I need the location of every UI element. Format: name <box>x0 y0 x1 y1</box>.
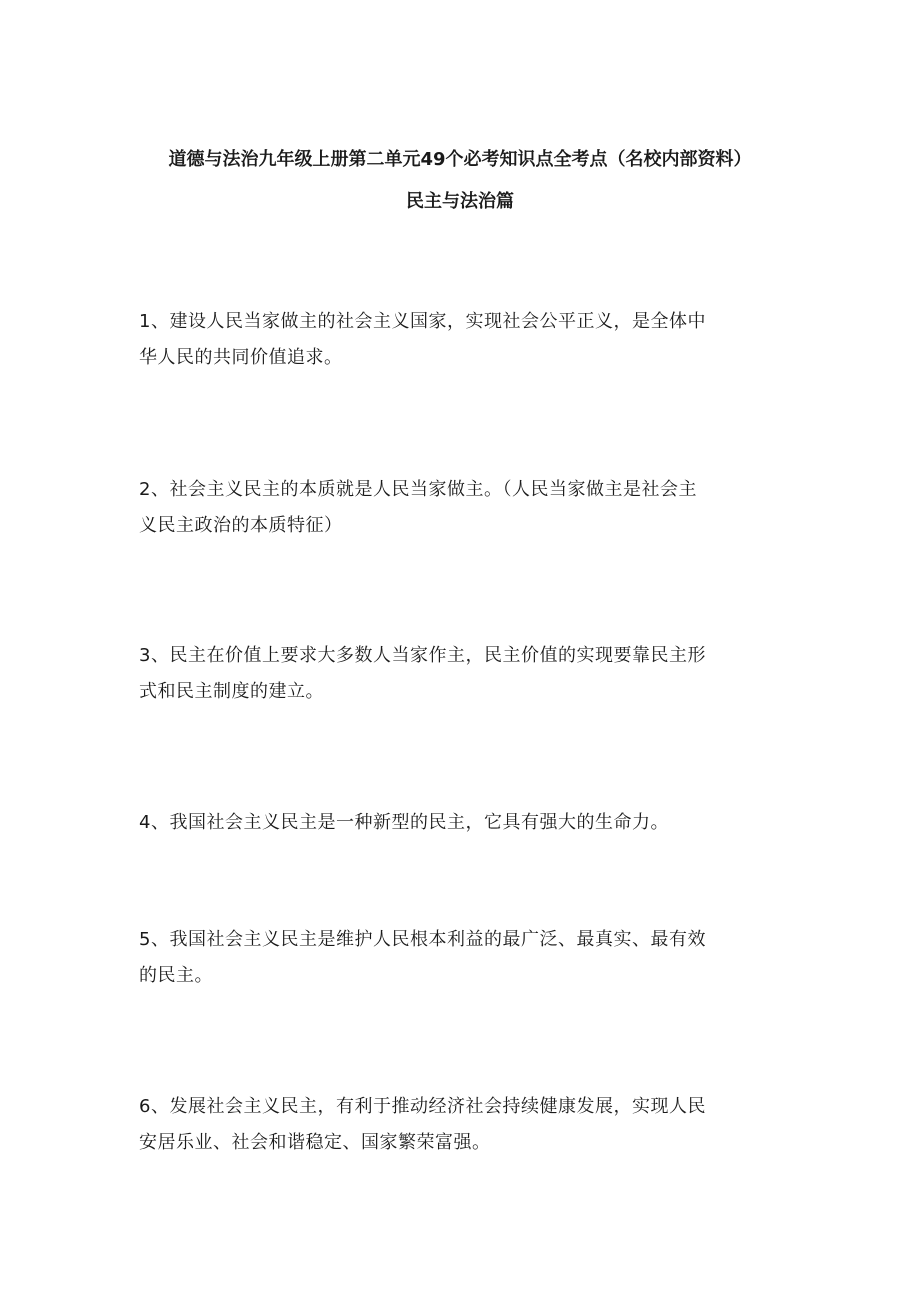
knowledge-point-line: 的民主。 <box>139 965 213 986</box>
knowledge-point-line: 5、我国社会主义民主是维护人民根本利益的最广泛、最真实、最有效 <box>139 929 706 950</box>
knowledge-point-4 <box>139 805 784 841</box>
knowledge-point-line: 华人民的共同价值追求。 <box>139 347 343 368</box>
knowledge-point-6 <box>139 1089 784 1161</box>
document-subtitle: 民主与法治篇 <box>406 191 514 212</box>
knowledge-point-line: 3、民主在价值上要求大多数人当家作主，民主价值的实现要靠民主形 <box>139 645 706 666</box>
knowledge-point-line: 4、我国社会主义民主是一种新型的民主，它具有强大的生命力。 <box>139 812 669 833</box>
knowledge-point-line: 安居乐业、社会和谐稳定、国家繁荣富强。 <box>139 1132 491 1153</box>
knowledge-point-line: 6、发展社会主义民主，有利于推动经济社会持续健康发展，实现人民 <box>139 1096 706 1117</box>
knowledge-point-2 <box>139 472 784 544</box>
knowledge-point-3 <box>139 638 784 710</box>
knowledge-point-line: 义民主政治的本质特征） <box>139 515 343 536</box>
knowledge-point-1 <box>139 304 784 376</box>
knowledge-point-line: 1、建设人民当家做主的社会主义国家，实现社会公平正义，是全体中 <box>139 311 706 332</box>
document-title: 道德与法治九年级上册第二单元49个必考知识点全考点（名校内部资料） <box>168 149 752 170</box>
knowledge-point-line: 2、社会主义民主的本质就是人民当家做主。（人民当家做主是社会主 <box>139 479 697 500</box>
knowledge-point-line: 式和民主制度的建立。 <box>139 681 324 702</box>
knowledge-point-5 <box>139 922 784 994</box>
